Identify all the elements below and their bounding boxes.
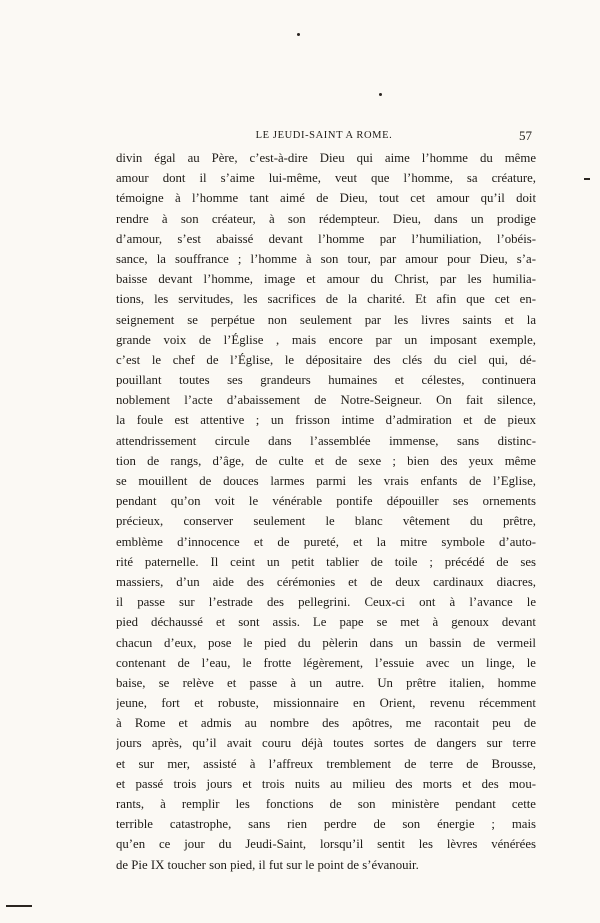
text-line: baisse devant l’homme, image et amour du Christ, par les humilia- — [116, 272, 536, 287]
margin-mark-right — [584, 178, 590, 180]
text-line: jours après, qu’il avait couru déjà toutes sortes de dangers sur terre — [116, 736, 536, 751]
margin-mark-bottom-left — [6, 905, 32, 907]
page-header — [116, 130, 532, 144]
text-line: terrible catastrophe, sans rien perdre de son énergie ; mais — [116, 817, 536, 832]
text-line: il passe sur l’estrade des pellegrini. Ceux-ci ont à l’avance le — [116, 595, 536, 610]
text-line: noblement l’acte d’abaissement de Notre-Seigneur. On fait silence, — [116, 393, 536, 408]
text-line: seignement se perpétue non seulement par les livres saints et la — [116, 312, 536, 327]
text-line: contenant de l’eau, le frotte légèrement, l’essuie avec un linge, le — [116, 655, 536, 670]
text-line: pouillant toutes ses grandeurs humaines et célestes, continuera — [116, 373, 536, 388]
page-number: 57 — [519, 128, 532, 143]
ink-speck-top — [297, 33, 300, 36]
text-line: jeune, fort et robuste, missionnaire en Orient, revenu récemment — [116, 696, 536, 711]
text-line: amour dont il s’aime lui-même, veut que l’homme, sa créature, — [116, 171, 536, 186]
text-line: divin égal au Père, c’est-à-dire Dieu qui aime l’homme du même — [116, 151, 536, 165]
running-title: LE JEUDI-SAINT A ROME. — [255, 130, 393, 141]
text-line: et sur mer, assisté à l’affreux tremblement de terre de Brousse, — [116, 756, 536, 771]
text-line: pendant qu’on voit le vénérable pontife dépouiller ses ornements — [116, 494, 536, 509]
text-line: rendre à son créateur, à son rédempteur. Dieu, dans un prodige — [116, 211, 536, 226]
text-line: sance, la souffrance ; l’homme à son tour, par amour pour Dieu, s’a- — [116, 251, 536, 266]
text-line: attendrissement circule dans l’assemblée immense, sans distinc- — [116, 433, 536, 448]
body-text — [116, 148, 536, 875]
text-line: témoigne à l’homme tant aimé de Dieu, tout cet amour qu’il doit — [116, 191, 536, 206]
text-line: pied déchaussé et sont assis. Le pape se met à genoux devant — [116, 615, 536, 630]
text-line: se mouillent de douces larmes parmi les vrais enfants de l’Eglise, — [116, 474, 536, 488]
text-line: qu’en ce jour du Jeudi-Saint, lorsqu’il sentit les lèvres vénérées — [116, 837, 536, 852]
text-line: massiers, d’un aide des cérémonies et de deux cardinaux diacres, — [116, 574, 536, 589]
text-line: c’est le chef de l’Église, le dépositaire des clés du ciel qui, dé- — [116, 352, 536, 367]
text-line: précieux, conserver seulement le blanc vêtement du prêtre, — [116, 514, 536, 529]
text-line: rants, à remplir les fonctions de son ministère pendant cette — [116, 797, 536, 811]
text-line: et passé trois jours et trois nuits au milieu des morts et des mou- — [116, 776, 536, 791]
text-line: d’amour, s’est abaissé devant l’homme par l’humiliation, l’obéis- — [116, 231, 536, 246]
text-line: la foule est attentive ; un frisson intime d’admiration et de pieux — [116, 413, 536, 428]
text-line: rité paternelle. Il ceint un petit tablier de toile ; précédé de ses — [116, 554, 536, 569]
text-line: tions, les servitudes, les sacrifices de la charité. Et afin que cet en- — [116, 292, 536, 307]
text-line: de Pie IX toucher son pied, il fut sur le point de s’évanouir. — [116, 857, 419, 872]
text-line: à Rome et admis au nombre des apôtres, me racontait peu de — [116, 716, 536, 731]
text-line: chacun d’eux, pose le pied du pèlerin dans un bassin de vermeil — [116, 635, 536, 650]
text-line: grande voix de l’Église , mais encore par un imposant exemple, — [116, 332, 536, 347]
text-line: emblème d’innocence et de pureté, et la mitre symbole d’auto- — [116, 534, 536, 549]
text-line: baise, se relève et passe à un autre. Un prêtre italien, homme — [116, 675, 536, 690]
text-line: tion de rangs, d’âge, de culte et de sexe ; bien des yeux même — [116, 453, 536, 468]
ink-speck-upper — [379, 93, 382, 96]
